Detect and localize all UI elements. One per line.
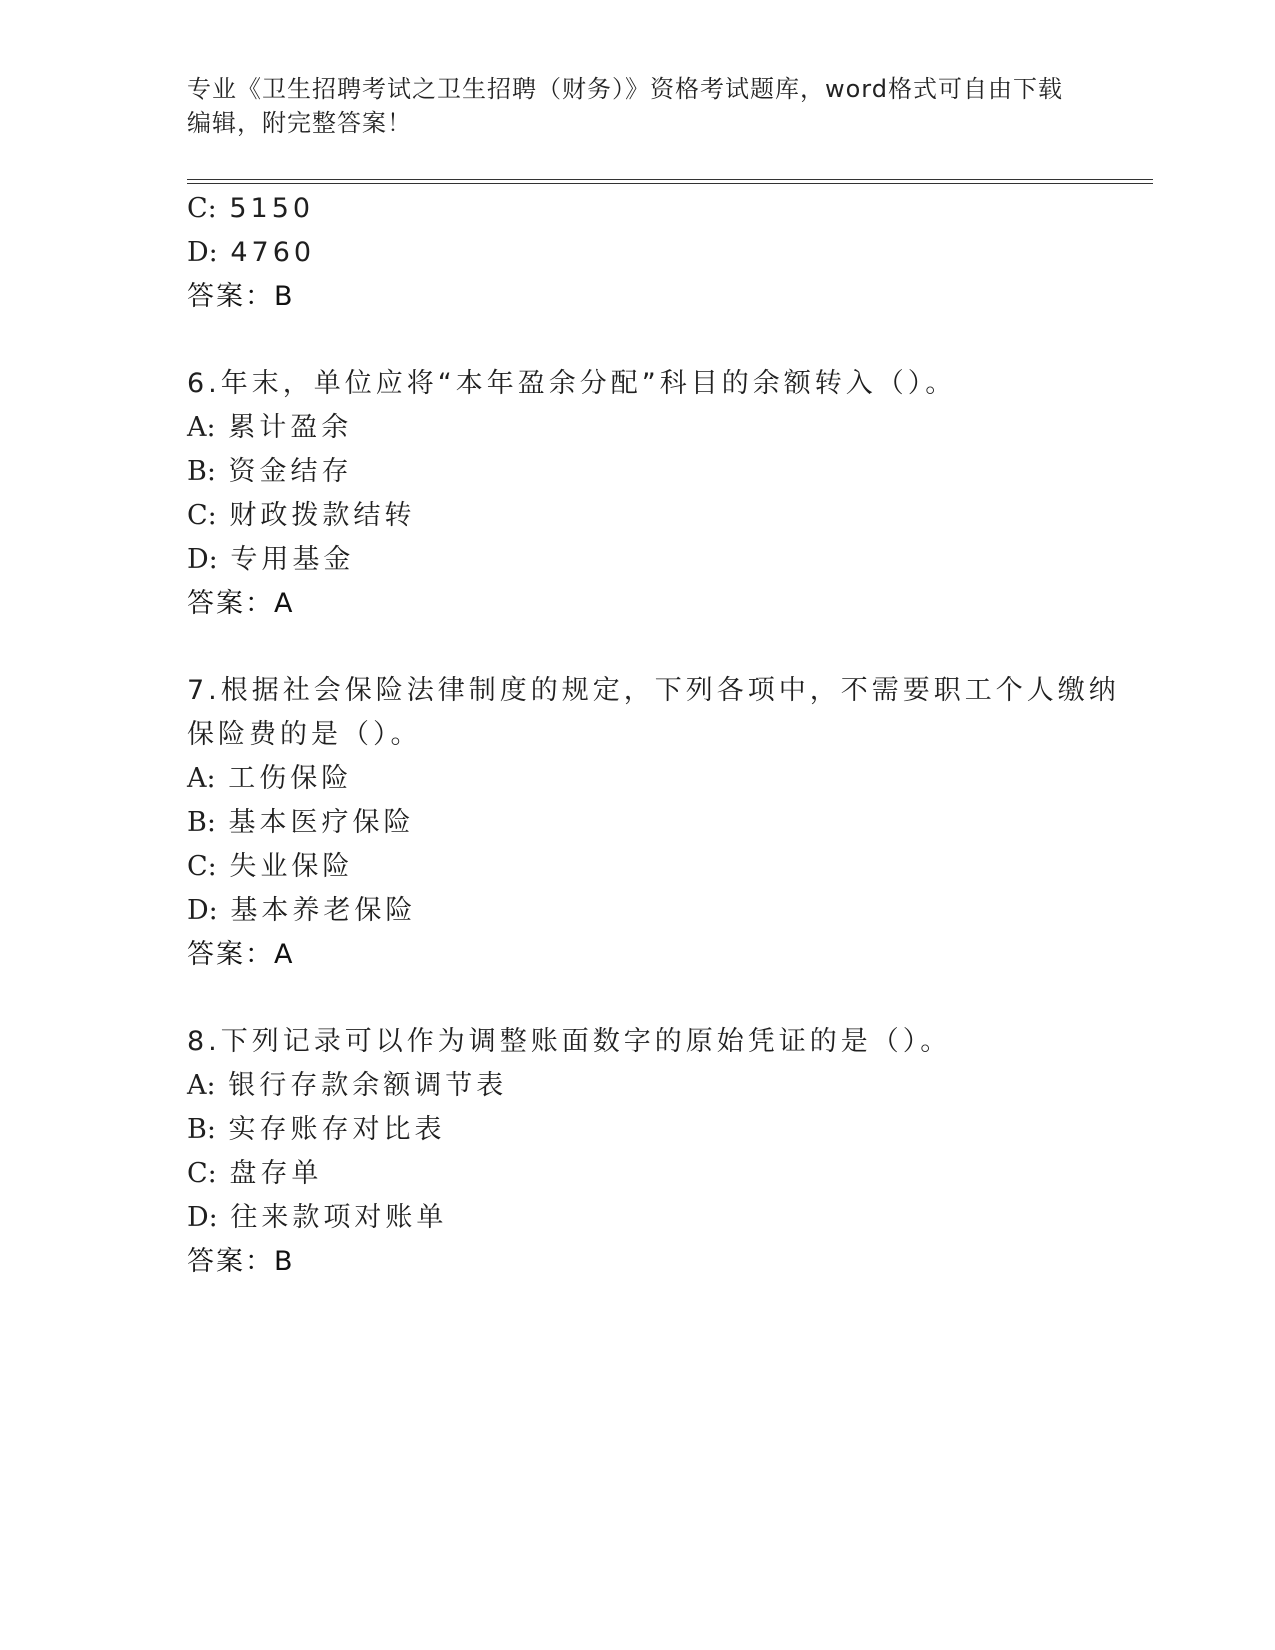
option-d xyxy=(187,237,315,269)
option-text: 工伤保险 xyxy=(228,763,353,794)
option-a xyxy=(187,1070,507,1102)
answer-line xyxy=(187,939,294,971)
header-rule-top xyxy=(187,179,1153,180)
answer-line xyxy=(187,281,295,313)
option-prefix: B: xyxy=(187,456,216,487)
document-header: 专业《卫生招聘考试之卫生招聘（财务）》资格考试题库，word格式可自由下载编辑，附完整答案！ xyxy=(187,75,1063,137)
option-b xyxy=(187,807,415,839)
option-text: 失业保险 xyxy=(229,851,354,882)
header-rule-bottom xyxy=(187,183,1153,184)
option-prefix: A: xyxy=(187,763,216,794)
option-prefix: A: xyxy=(187,412,216,443)
option-a xyxy=(187,412,352,444)
option-text: 资金结存 xyxy=(228,456,353,487)
option-prefix: C: xyxy=(187,193,217,224)
question-stem: 6.年末，单位应将“本年盈余分配”科目的余额转入（）。 xyxy=(187,368,957,399)
option-text: 累计盈余 xyxy=(228,412,353,443)
question-stem-continued: 保险费的是（）。 xyxy=(187,719,422,750)
option-b xyxy=(187,1114,446,1146)
option-text: 实存账存对比表 xyxy=(228,1114,446,1145)
option-prefix: C: xyxy=(187,1158,217,1189)
option-d xyxy=(187,895,416,927)
option-prefix: D: xyxy=(187,1202,218,1233)
option-prefix: D: xyxy=(187,544,218,575)
option-text: 专用基金 xyxy=(230,544,355,575)
answer-label: 答案： xyxy=(187,939,274,970)
option-text: 基本医疗保险 xyxy=(228,807,415,838)
option-prefix: C: xyxy=(187,851,217,882)
answer-label: 答案： xyxy=(187,588,274,619)
answer-value: B xyxy=(274,1246,295,1277)
option-prefix: B: xyxy=(187,807,216,838)
answer-value: A xyxy=(274,939,295,970)
question-stem: 8.下列记录可以作为调整账面数字的原始凭证的是（）。 xyxy=(187,1026,952,1057)
answer-line xyxy=(187,588,294,620)
option-c xyxy=(187,1158,322,1190)
option-text: 银行存款余额调节表 xyxy=(228,1070,508,1101)
option-prefix: C: xyxy=(187,500,217,531)
answer-label: 答案： xyxy=(187,1246,274,1277)
option-text: 基本养老保险 xyxy=(230,895,417,926)
option-prefix: D: xyxy=(187,895,218,926)
option-b xyxy=(187,456,353,488)
option-d xyxy=(187,544,354,576)
answer-value: A xyxy=(274,588,295,619)
option-text: 盘存单 xyxy=(229,1158,323,1189)
option-text: 4760 xyxy=(230,237,316,268)
option-text: 往来款项对账单 xyxy=(230,1202,448,1233)
option-prefix: D: xyxy=(187,237,218,268)
question-stem: 7.根据社会保险法律制度的规定，下列各项中，不需要职工个人缴纳 xyxy=(187,675,1120,706)
option-a xyxy=(187,763,352,795)
option-c xyxy=(187,500,415,532)
answer-value: B xyxy=(274,281,295,312)
answer-label: 答案： xyxy=(187,281,274,312)
option-prefix: B: xyxy=(187,1114,216,1145)
option-prefix: A: xyxy=(187,1070,216,1101)
option-c xyxy=(187,851,353,883)
option-text: 5150 xyxy=(229,193,315,224)
option-c xyxy=(187,193,314,225)
answer-line xyxy=(187,1246,295,1278)
option-d xyxy=(187,1202,447,1234)
option-text: 财政拨款结转 xyxy=(229,500,416,531)
